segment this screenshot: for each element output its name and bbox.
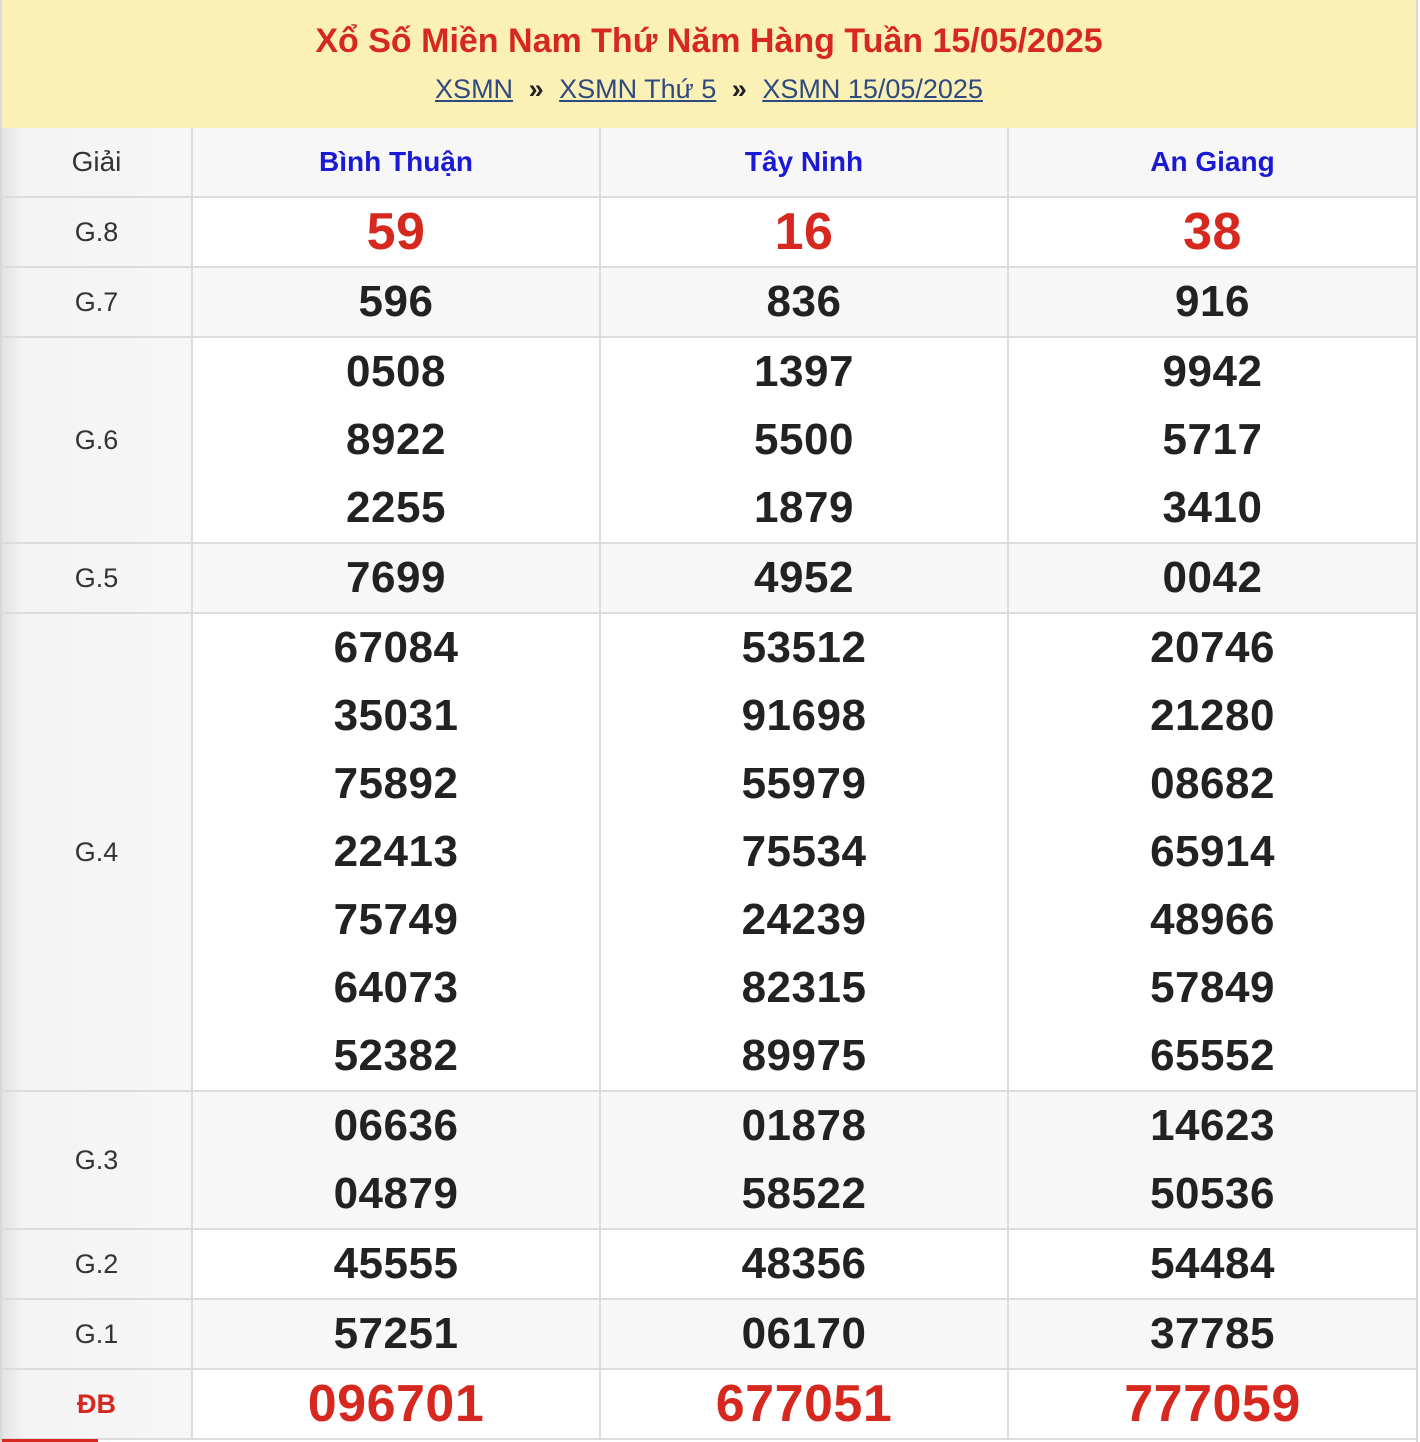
prize-number: 58522: [741, 1169, 867, 1218]
prize-number: 5717: [1162, 415, 1263, 464]
prize-number: 38: [1183, 203, 1242, 261]
prize-number: 45555: [333, 1239, 459, 1288]
prize-cell: [1008, 543, 1416, 613]
prize-number: 0508: [346, 347, 446, 396]
prize-cell: [600, 1229, 1008, 1299]
prize-row: [2, 197, 1416, 267]
prize-number: 5500: [754, 415, 854, 464]
prize-column-header: Giải: [2, 128, 192, 197]
prize-number: 1397: [754, 347, 854, 396]
prize-row: [2, 267, 1416, 337]
prize-label: G.2: [2, 1229, 192, 1299]
prize-label: G.7: [2, 267, 192, 337]
results-header: [2, 0, 1416, 128]
prize-cell: [600, 1091, 1008, 1229]
prize-number: 59: [366, 203, 426, 261]
prize-number: 9942: [1162, 347, 1263, 396]
prize-cell: [192, 1091, 600, 1229]
prize-number: 8922: [346, 415, 446, 464]
prize-label: G.1: [2, 1299, 192, 1369]
prize-number: 54484: [1150, 1239, 1275, 1288]
prize-cell: [192, 1229, 600, 1299]
prize-number: 596: [358, 277, 434, 326]
prize-number: 75749: [333, 895, 459, 944]
prize-row: [2, 1299, 1416, 1369]
prize-cell: [192, 337, 600, 543]
prize-label: G.8: [2, 197, 192, 267]
prize-cell: [192, 1299, 600, 1369]
prize-cell: [1008, 337, 1416, 543]
prize-number: 04879: [333, 1169, 459, 1218]
prize-number: 89975: [741, 1031, 867, 1080]
prize-cell: [192, 267, 600, 337]
prize-number: 01878: [741, 1101, 867, 1150]
prize-number: 24239: [741, 895, 867, 944]
prize-cell: [600, 337, 1008, 543]
prize-number: 14623: [1150, 1101, 1275, 1150]
prize-number: 06636: [333, 1101, 459, 1150]
breadcrumb-separator: »: [731, 74, 747, 104]
prize-cell: [1008, 197, 1416, 267]
prize-number: 096701: [307, 1375, 485, 1433]
prize-cell: [1008, 613, 1416, 1091]
prize-cell: [192, 1369, 600, 1439]
prize-number: 64073: [333, 963, 459, 1012]
prize-number: 82315: [741, 963, 867, 1012]
prize-number: 7699: [346, 553, 446, 602]
prize-label: ĐB: [2, 1369, 192, 1439]
prize-row: [2, 543, 1416, 613]
prize-number: 1879: [754, 483, 854, 532]
prize-number: 37785: [1150, 1309, 1275, 1358]
province-header-binh-thuan[interactable]: Bình Thuận: [192, 128, 600, 197]
breadcrumb: [2, 72, 1416, 106]
prize-number: 916: [1175, 277, 1250, 326]
prize-number: 836: [766, 277, 842, 326]
prize-number: 2255: [346, 483, 446, 532]
prize-number: 55979: [741, 759, 867, 808]
prize-cell: [1008, 1091, 1416, 1229]
prize-cell: [600, 543, 1008, 613]
prize-label: G.4: [2, 613, 192, 1091]
prize-number: 65914: [1150, 827, 1275, 876]
prize-number: 3410: [1162, 483, 1263, 532]
prize-number: 08682: [1150, 759, 1275, 808]
prize-number: 777059: [1124, 1375, 1301, 1433]
prize-number: 52382: [333, 1031, 459, 1080]
province-header-an-giang[interactable]: An Giang: [1008, 128, 1416, 197]
breadcrumb-separator: »: [528, 74, 544, 104]
prize-cell: [600, 613, 1008, 1091]
results-body: [2, 197, 1416, 1439]
prize-cell: [600, 197, 1008, 267]
prize-row: [2, 337, 1416, 543]
prize-cell: [1008, 1369, 1416, 1439]
prize-cell: [600, 1369, 1008, 1439]
prize-number: 53512: [741, 623, 867, 672]
prize-cell: [1008, 267, 1416, 337]
prize-cell: [1008, 1229, 1416, 1299]
prize-number: 65552: [1150, 1031, 1275, 1080]
prize-number: 20746: [1150, 623, 1275, 672]
prize-label: G.3: [2, 1091, 192, 1229]
page-title: Xổ Số Miền Nam Thứ Năm Hàng Tuần 15/05/2025: [315, 22, 1103, 60]
prize-number: 75534: [741, 827, 867, 876]
prize-number: 48966: [1150, 895, 1275, 944]
prize-row: [2, 1229, 1416, 1299]
prize-cell: [1008, 1299, 1416, 1369]
prize-number: 57849: [1150, 963, 1275, 1012]
prize-row: [2, 1369, 1416, 1439]
prize-number: 57251: [333, 1309, 459, 1358]
breadcrumb-link-xsmn-thu-5[interactable]: XSMN Thứ 5: [559, 74, 717, 104]
prize-number: 21280: [1150, 691, 1275, 740]
prize-cell: [600, 267, 1008, 337]
prize-number: 677051: [715, 1375, 893, 1433]
prize-number: 67084: [333, 623, 459, 672]
prize-number: 4952: [754, 553, 854, 602]
prize-number: 48356: [741, 1239, 867, 1288]
prize-row: [2, 613, 1416, 1091]
lottery-results-table: [2, 128, 1416, 1440]
prize-number: 35031: [333, 691, 459, 740]
breadcrumb-link-xsmn[interactable]: XSMN: [435, 74, 514, 104]
prize-row: [2, 1091, 1416, 1229]
province-header-tay-ninh[interactable]: Tây Ninh: [600, 128, 1008, 197]
prize-number: 50536: [1150, 1169, 1275, 1218]
prize-cell: [192, 543, 600, 613]
prize-label: G.6: [2, 337, 192, 543]
breadcrumb-link-xsmn-date[interactable]: XSMN 15/05/2025: [762, 74, 983, 104]
prize-cell: [192, 197, 600, 267]
table-header-row: [2, 128, 1416, 197]
prize-label: G.5: [2, 543, 192, 613]
prize-number: 22413: [333, 827, 459, 876]
prize-cell: [600, 1299, 1008, 1369]
prize-number: 75892: [333, 759, 459, 808]
prize-number: 16: [774, 203, 834, 261]
prize-cell: [192, 613, 600, 1091]
prize-number: 06170: [741, 1309, 867, 1358]
prize-number: 0042: [1162, 553, 1263, 602]
prize-number: 91698: [741, 691, 867, 740]
